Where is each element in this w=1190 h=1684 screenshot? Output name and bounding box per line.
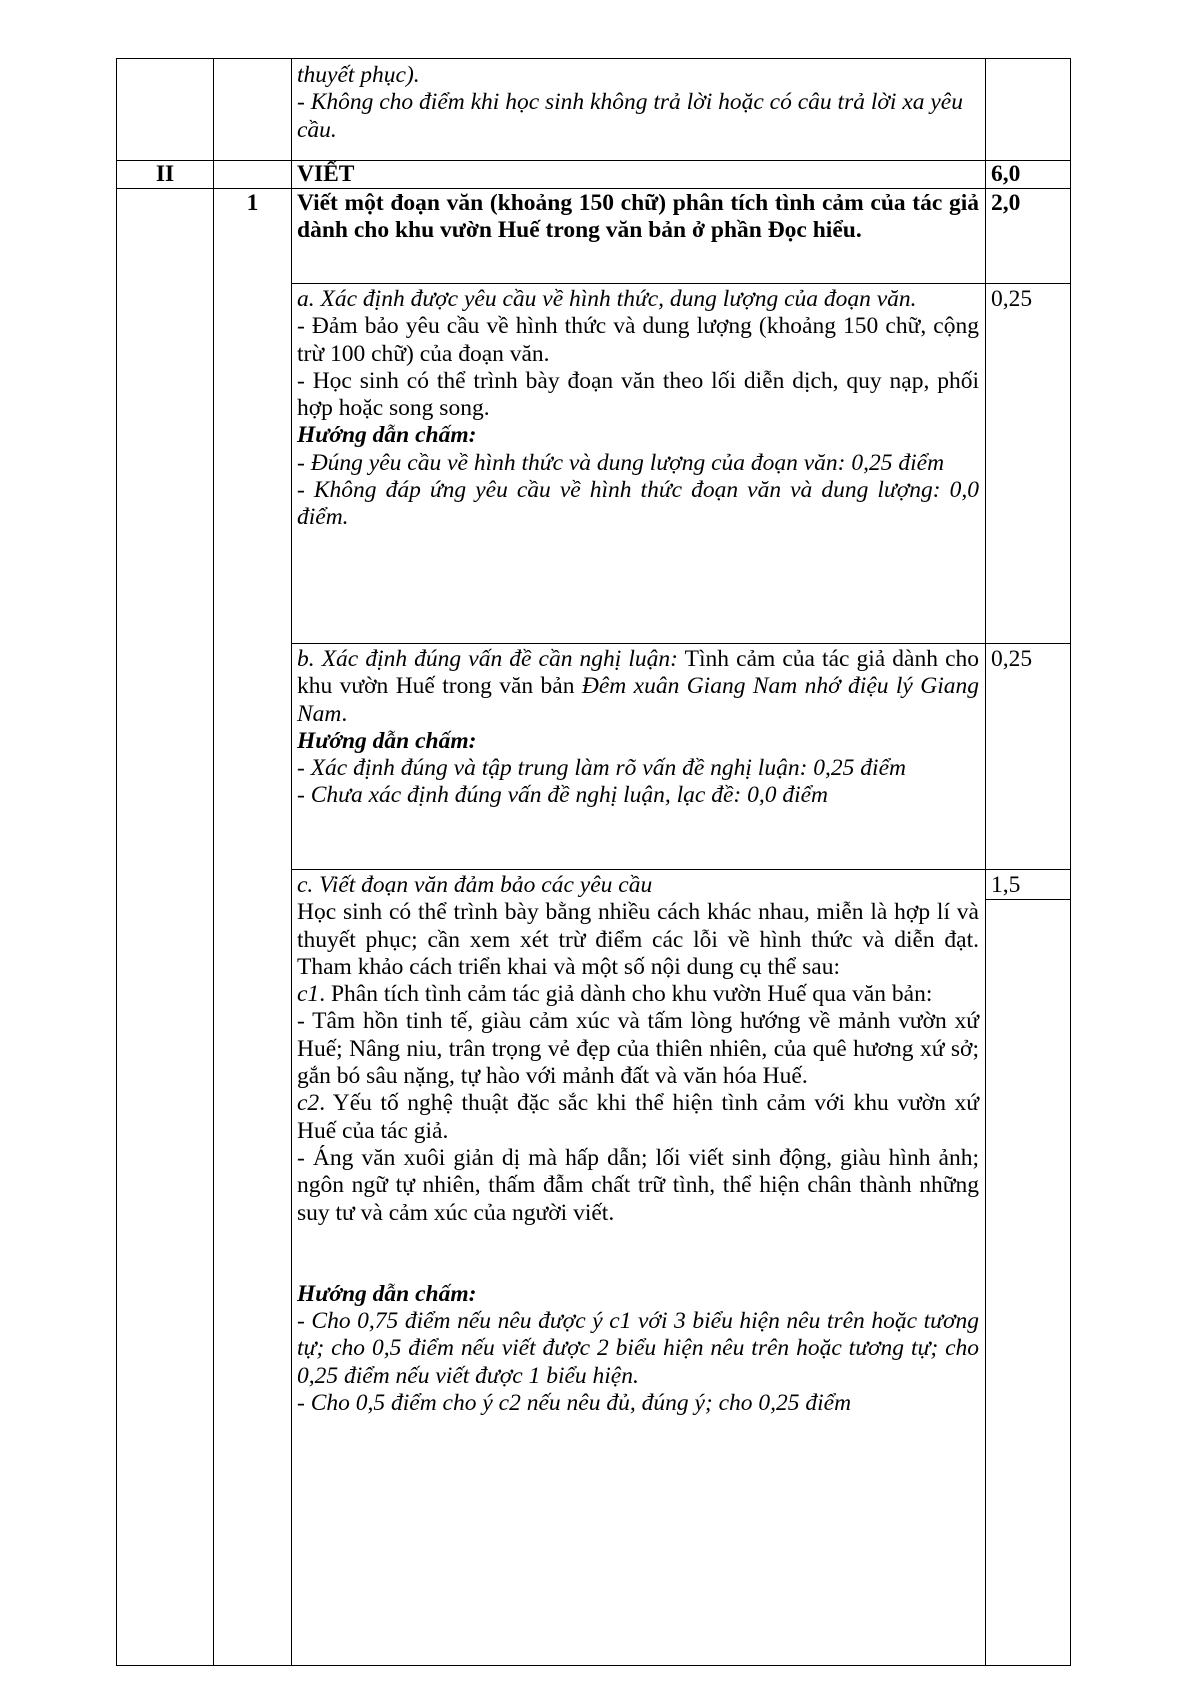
part-a-line-2: - Học sinh có thể trình bày đoạn văn theo lối diễn dịch, quy nạp, phối hợp hoặc song song. <box>297 367 979 422</box>
blank-space <box>297 1227 979 1281</box>
section-score: 6,0 <box>991 161 1021 187</box>
part-b-score: 0,25 <box>991 646 1033 672</box>
part-a-score: 0,25 <box>991 286 1033 312</box>
part-b-paragraph <box>297 646 979 728</box>
continuation-line-2: - Không cho điểm khi học sinh không trả lời hoặc có câu trả lời xa yêu cầu. <box>297 89 963 143</box>
table-border-left <box>116 58 117 1665</box>
part-c-c1 <box>297 981 979 1008</box>
part-b-work-title: Đêm xuân Giang Nam nhớ điệu lý Giang Nam <box>297 673 980 727</box>
part-a-guide-2: - Không đáp ứng yêu cầu về hình thức đoạn văn và dung lượng: 0,0 điểm. <box>297 477 979 531</box>
part-b-guide-2: - Chưa xác định đúng vấn đề nghị luận, lạc đề: 0,0 điểm <box>297 782 829 809</box>
question-score: 2,0 <box>991 190 1021 216</box>
row-divider-part-a <box>291 283 1071 284</box>
part-a-content <box>297 286 979 532</box>
part-c-c1-label: c1 <box>297 981 320 1008</box>
part-a-guide-title: Hướng dẫn chấm: <box>297 422 477 449</box>
section-roman-numeral: II <box>155 161 175 187</box>
table-col-divider-1 <box>213 58 214 1665</box>
part-c-c2-text: . Yếu tố nghệ thuật đặc sắc khi thể hiện tình cảm với khu vườn xứ Huế của tác giả. <box>297 1090 979 1144</box>
table-col-divider-3 <box>985 58 986 1665</box>
part-c-c2-label: c2 <box>297 1090 320 1117</box>
part-b-content <box>297 646 979 810</box>
part-c-guide-2: - Cho 0,5 điểm cho ý c2 nếu nêu đủ, đúng ý; cho 0,25 điểm <box>297 1390 852 1417</box>
part-c-c2-detail: - Áng văn xuôi giản dị mà hấp dẫn; lối viết sinh động, giàu hình ảnh; ngôn ngữ tự nhiên, thấm đẫm chất trữ tình, thể hiện chân thành những suy tư và cảm xúc của người viết. <box>297 1144 979 1226</box>
part-c-c1-detail: - Tâm hồn tinh tế, giàu cảm xúc và tấm lòng hướng về mảnh vườn xứ Huế; Nâng niu, trân trọng vẻ đẹp của thiên nhiên, của quê hương xứ sở; gắn bó sâu nặng, tự hào với mảnh đất và văn hóa Huế. <box>297 1008 979 1090</box>
table-col-divider-2 <box>291 58 292 1665</box>
table-border-top <box>116 58 1071 59</box>
row-divider-part-c <box>291 869 1071 870</box>
part-c-content <box>297 872 979 1417</box>
part-c-c2 <box>297 1090 979 1145</box>
part-c-guide-title: Hướng dẫn chấm: <box>297 1280 477 1307</box>
part-c-guide-1: - Cho 0,75 điểm nếu nêu được ý c1 với 3 biểu hiện nêu trên hoặc tương tự; cho 0,5 điểm nếu viết được 2 biểu hiện nêu trên hoặc tương tự; cho 0,25 điểm nếu viết được 1 biểu hiện. <box>297 1308 979 1389</box>
section-title: VIẾT <box>297 161 355 187</box>
part-a-line-1: - Đảm bảo yêu cầu về hình thức và dung lượng (khoảng 150 chữ, cộng trừ 100 chữ) của đoạn văn. <box>297 313 979 367</box>
continuation-line-1: thuyết phục). <box>297 62 420 88</box>
part-c-c1-text: . Phân tích tình cảm tác giả dành cho khu vườn Huế qua văn bản: <box>319 981 933 1008</box>
part-b-text-after: . <box>341 700 348 727</box>
table-border-right <box>1070 58 1071 1665</box>
continuation-content <box>297 62 979 144</box>
part-a-heading: a. Xác định được yêu cầu về hình thức, dung lượng của đoạn văn. <box>297 286 917 312</box>
part-b-guide-title: Hướng dẫn chấm: <box>297 727 477 754</box>
part-b-heading: b. Xác định đúng vấn đề cần nghị luận: <box>297 646 679 672</box>
question-number: 1 <box>246 190 259 216</box>
part-b-text-before: Tình cảm của tác giả dành cho khu vườn Huế trong văn bản <box>297 646 979 700</box>
question-prompt: Viết một đoạn văn (khoảng 150 chữ) phân tích tình cảm của tác giả dành cho khu vườn Huế trong văn bản ở phần Đọc hiểu. <box>297 190 979 244</box>
part-c-heading: c. Viết đoạn văn đảm bảo các yêu cầu <box>297 872 653 898</box>
part-c-score: 1,5 <box>991 872 1021 898</box>
part-b-guide-1: - Xác định đúng và tập trung làm rõ vấn đề nghị luận: 0,25 điểm <box>297 755 906 782</box>
row-divider-part-b <box>291 643 1071 644</box>
part-c-intro: Học sinh có thể trình bày bằng nhiều cách khác nhau, miễn là hợp lí và thuyết phục; cần xem xét trừ điểm các lỗi về hình thức và diễn đạt. Tham khảo cách triển khai và một số nội dung cụ thể sau: <box>297 899 979 980</box>
part-a-guide-1: - Đúng yêu cầu về hình thức và dung lượng của đoạn văn: 0,25 điểm <box>297 449 945 476</box>
table-border-bottom <box>116 1665 1071 1666</box>
